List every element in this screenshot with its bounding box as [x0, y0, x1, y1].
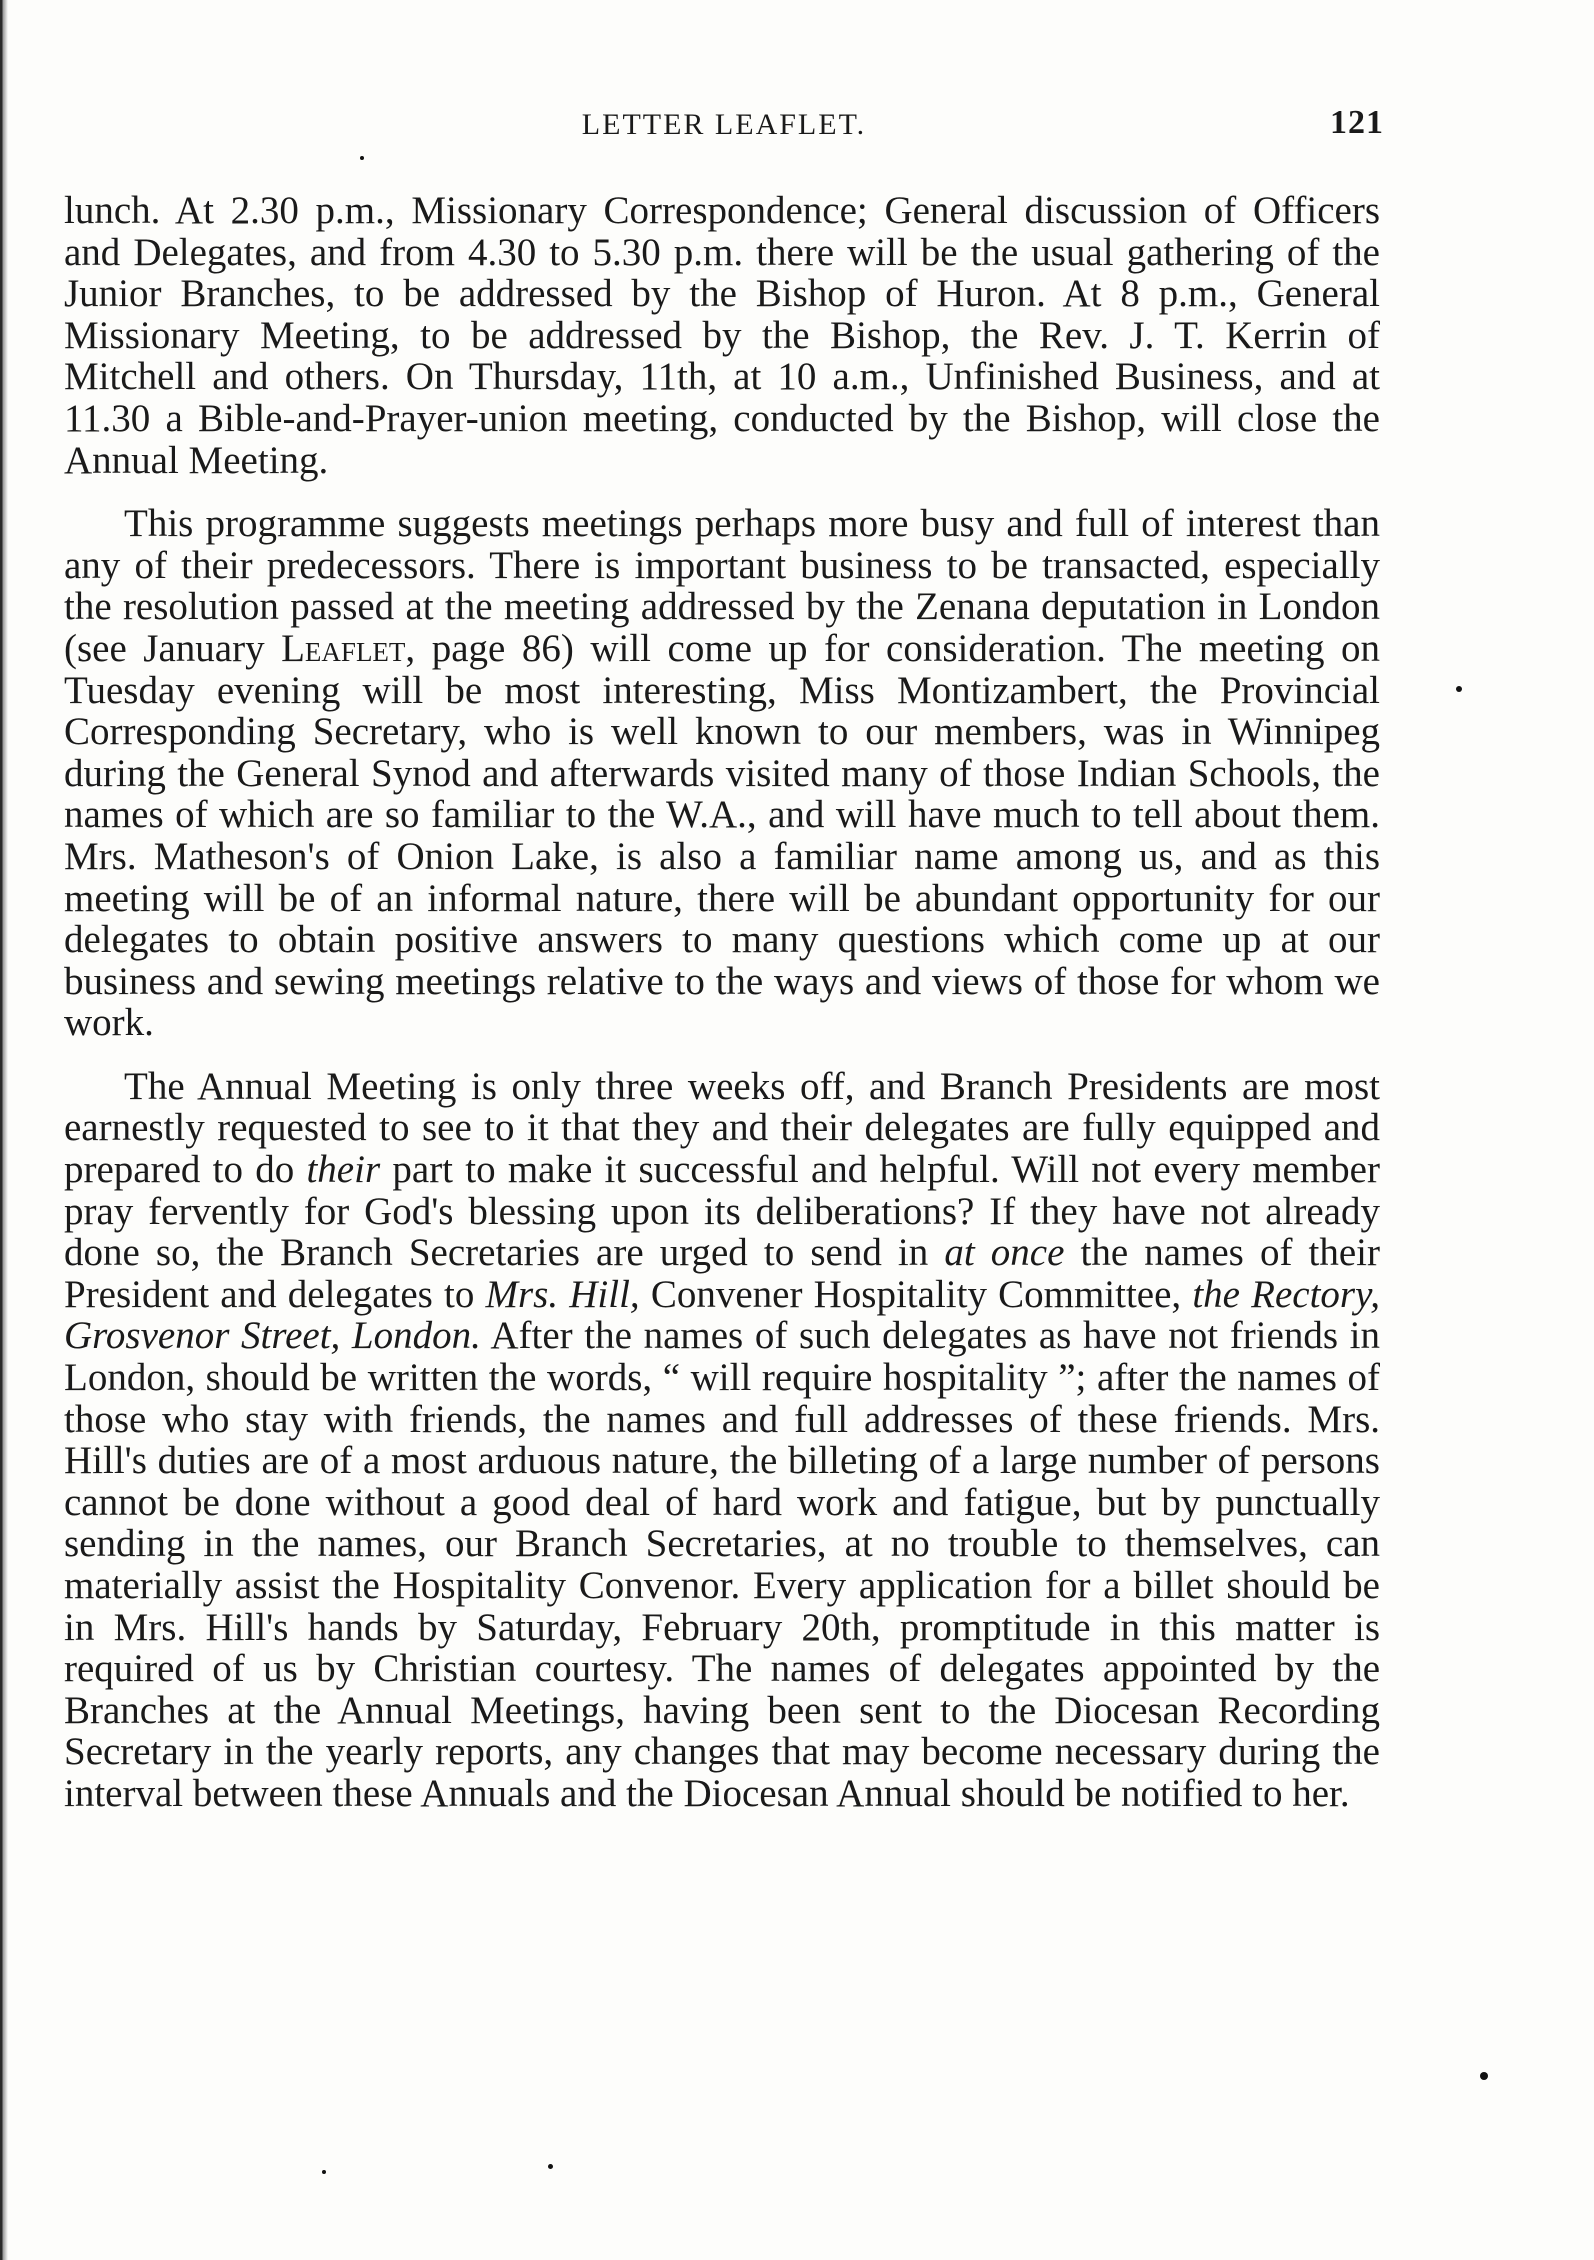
page-header [64, 104, 1384, 148]
print-speck [1456, 686, 1462, 692]
paragraph-2-text-b: page 86) will come up for consideration. The meeting on Tuesday evening will be most interesting, Miss Montizambert, the Provincial Corresponding Secretary, who is well known to our members, was in Winnipeg during the General Synod and afterwards visited many of those Indian Schools, the names of which are so familiar to the W.A., and will have much to tell about them. Mrs. Matheson's of Onion Lake, is also a familiar name among us, and as this meeting will be of an informal nature, there will be abundant opportunity for our delegates to obtain positive answers to many questions which come up at our business and sewing meetings relative to the ways and views of those for whom we work. [64, 626, 1380, 1045]
paragraph-3-text-d: Convener Hospitality Committee, [639, 1272, 1193, 1316]
emphasis-their: their [306, 1148, 381, 1192]
page-number: 121 [1330, 104, 1384, 141]
print-speck [548, 2164, 553, 2169]
paragraph-continuation [64, 190, 1380, 481]
print-speck [360, 156, 364, 160]
print-speck [1480, 2072, 1488, 2080]
paragraph-3-text-b: part to make it successful and helpful. Will not every member pray fervently for God's blessing upon its deliberations? If they have not already done so, the Branch Secretaries are urged to send in [64, 1148, 1380, 1275]
emphasis-address: the Rectory, Grosvenor Street, London. [64, 1272, 1380, 1358]
paragraph-3-text-c: the names of their President and delegates to [64, 1231, 1380, 1316]
paragraph-1-text: lunch. At 2.30 p.m., Missionary Correspondence; General discussion of Officers and Delegates, and from 4.30 to 5.30 p.m. there will be the usual gathering of the Junior Branches, to be addressed by the Bishop of Huron. At 8 p.m., General Missionary Meeting, to be addressed by the Bishop, the Rev. J. T. Kerrin of Mitchell and others. On Thursday, 11th, at 10 a.m., Unfinished Business, and at 11.30 a Bible-and-Prayer-union meeting, conducted by the Bishop, will close the Annual Meeting. [64, 189, 1380, 482]
emphasis-at-once: at once [944, 1231, 1065, 1275]
paragraph-3-text-e: After the names of such delegates as have not friends in London, should be written the words, “ will require hospitality ”; after the names of those who stay with friends, the names and full addresses of these friends. Mrs. Hill's duties are of a most arduous nature, the billeting of a large number of persons cannot be done without a good deal of hard work and fatigue, but by punctually sending in the names, our Branch Secretaries, at no trouble to themselves, can materially assist the Hospitality Convenor. Every application for a billet should be in Mrs. Hill's hands by Saturday, February 20th, promptitude in this matter is required of us by Christian courtesy. The names of delegates appointed by the Branches at the Annual Meetings, having been sent to the Diocesan Recording Secretary in the yearly reports, any changes that may become necessary during the interval between these Annuals and the Diocesan Annual should be notified to her. [64, 1314, 1380, 1815]
print-speck [322, 2170, 326, 2174]
paragraph-programme [64, 503, 1380, 1044]
page-edge-shadow [0, 0, 8, 2260]
emphasis-mrs-hill: Mrs. Hill, [485, 1272, 640, 1316]
paragraph-annual-meeting [64, 1066, 1380, 1815]
paragraph-3-text-a: The Annual Meeting is only three weeks off, and Branch Presidents are most earnestly requested to see to it that they and their delegates are fully equipped and prepared to do [64, 1064, 1380, 1192]
running-title: LETTER LEAFLET. [581, 108, 867, 141]
paragraph-2-text-a: This programme suggests meetings perhaps more busy and full of interest than any of their predecessors. There is important business to be transacted, especially the resolution passed at the meeting addressed by the Zenana deputation in London (see January [64, 502, 1380, 670]
leaflet-reference: Leaflet, [281, 626, 416, 670]
article-body [64, 190, 1380, 1837]
